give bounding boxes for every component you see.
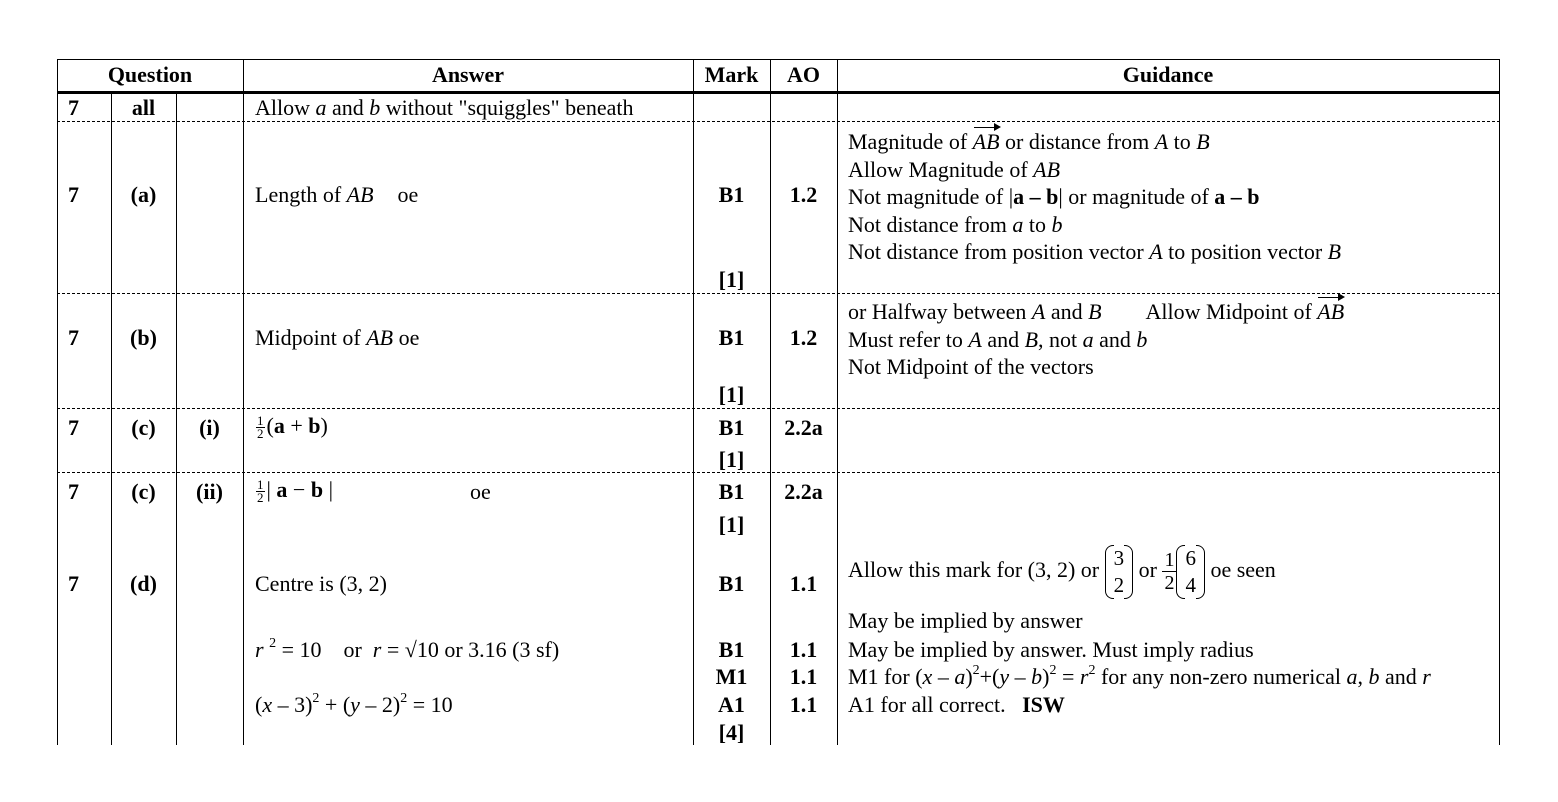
header-rule xyxy=(57,91,1500,94)
answer-text: Midpoint of AB oe xyxy=(255,325,420,350)
header-question: Question xyxy=(107,62,193,87)
table-left-border xyxy=(57,59,58,745)
answer-expression: $\frac{1}{2}$ | a − b | xyxy=(257,477,333,506)
question-number: 7 xyxy=(68,325,79,350)
question-part: (b) xyxy=(130,325,157,350)
guidance-line: or Halfway between A and B Allow Midpoint of AB xyxy=(848,299,1345,324)
ao-code: 2.2a xyxy=(784,415,823,440)
vector-ab: AB xyxy=(972,129,1000,154)
question-subpart: (i) xyxy=(199,415,220,440)
guidance-line: A1 for all correct. ISW xyxy=(848,692,1065,717)
mark-total: [4] xyxy=(718,720,745,745)
question-subpart: (ii) xyxy=(196,479,223,504)
divider-guidance xyxy=(837,59,838,745)
question-number: 7 xyxy=(68,571,79,596)
question-part: (c) xyxy=(131,415,156,440)
mark-scheme-table xyxy=(57,59,1500,745)
ao-code: 2.2a xyxy=(784,479,823,504)
guidance-line: Not distance from position vector A to position vector B xyxy=(848,239,1342,264)
row-divider xyxy=(57,408,1500,409)
ao-code: 1.1 xyxy=(789,692,818,717)
fraction: $\frac{1}{2}$ xyxy=(1164,549,1175,595)
question-part: (a) xyxy=(130,182,157,207)
mark-code: M1 xyxy=(715,664,748,689)
header-answer: Answer xyxy=(431,62,505,87)
header-mark: Mark xyxy=(704,62,759,87)
answer-line: (x – 3)$^2$ + (y – 2)$^2$ = 10 xyxy=(255,690,453,717)
question-number: 7 xyxy=(68,479,79,504)
guidance-line: M1 for $(x - a)^2+(y - b)^2 = r^2$ for any non-zero numerical a, b and r xyxy=(848,662,1431,689)
ao-code: 1.1 xyxy=(789,637,818,662)
mark-total: [1] xyxy=(718,447,745,472)
guidance-line: May be implied by answer xyxy=(848,608,1083,633)
table-right-border xyxy=(1499,59,1500,745)
row-divider xyxy=(57,293,1500,294)
mark-code: B1 xyxy=(718,182,745,207)
guidance-line: Allow Magnitude of AB xyxy=(848,157,1061,182)
mark-code: B1 xyxy=(718,637,745,662)
mark-total: [1] xyxy=(718,267,745,292)
mark-code: A1 xyxy=(718,692,745,717)
ao-code: 1.1 xyxy=(789,664,818,689)
guidance-line: Allow this mark for (3, 2) or 3 2 or $\frac{1}{2}$ 6 4 oe seen xyxy=(848,545,1276,597)
question-number: 7 xyxy=(68,415,79,440)
guidance-line: Must refer to A and B, not a and b xyxy=(848,327,1148,352)
mark-total: [1] xyxy=(718,512,745,537)
mark-code: B1 xyxy=(718,325,745,350)
table-top-border xyxy=(57,59,1500,60)
question-part: all xyxy=(131,95,156,120)
header-guidance: Guidance xyxy=(1122,62,1214,87)
column-vector: 6 4 xyxy=(1176,545,1205,599)
answer-line: r $^2$ = 10 or r = √10 or 3.16 (3 sf) xyxy=(255,635,560,662)
divider-answer xyxy=(243,59,244,745)
question-part: (c) xyxy=(131,479,156,504)
guidance-line: Not Midpoint of the vectors xyxy=(848,354,1094,379)
mark-code: B1 xyxy=(718,571,745,596)
guidance-line: May be implied by answer. Must imply radius xyxy=(848,637,1254,662)
question-number: 7 xyxy=(68,182,79,207)
answer-text: Length of AB oe xyxy=(255,182,419,207)
answer-expression: $\frac{1}{2}$ (a + b) xyxy=(257,413,328,442)
answer-line: Centre is (3, 2) xyxy=(255,571,387,596)
ao-code: 1.1 xyxy=(789,571,818,596)
guidance-line: Not distance from a to b xyxy=(848,212,1063,237)
row-divider xyxy=(57,472,1500,473)
guidance-line: Not magnitude of |a – b| or magnitude of a – b xyxy=(848,184,1260,209)
mark-code: B1 xyxy=(718,415,745,440)
column-vector: 3 2 xyxy=(1105,545,1134,599)
mark-code: B1 xyxy=(718,479,745,504)
mark-total: [1] xyxy=(718,382,745,407)
row-divider xyxy=(57,121,1500,122)
answer-text: Allow a and b without "squiggles" beneath xyxy=(255,95,634,120)
guidance-line: Magnitude of AB or distance from A to B xyxy=(848,129,1210,154)
question-part: (d) xyxy=(130,571,157,596)
question-number: 7 xyxy=(68,95,79,120)
ao-code: 1.2 xyxy=(789,325,818,350)
answer-oe: oe xyxy=(470,479,491,504)
header-ao: AO xyxy=(787,62,820,87)
vector-ab: AB xyxy=(1317,299,1345,324)
ao-code: 1.2 xyxy=(789,182,818,207)
